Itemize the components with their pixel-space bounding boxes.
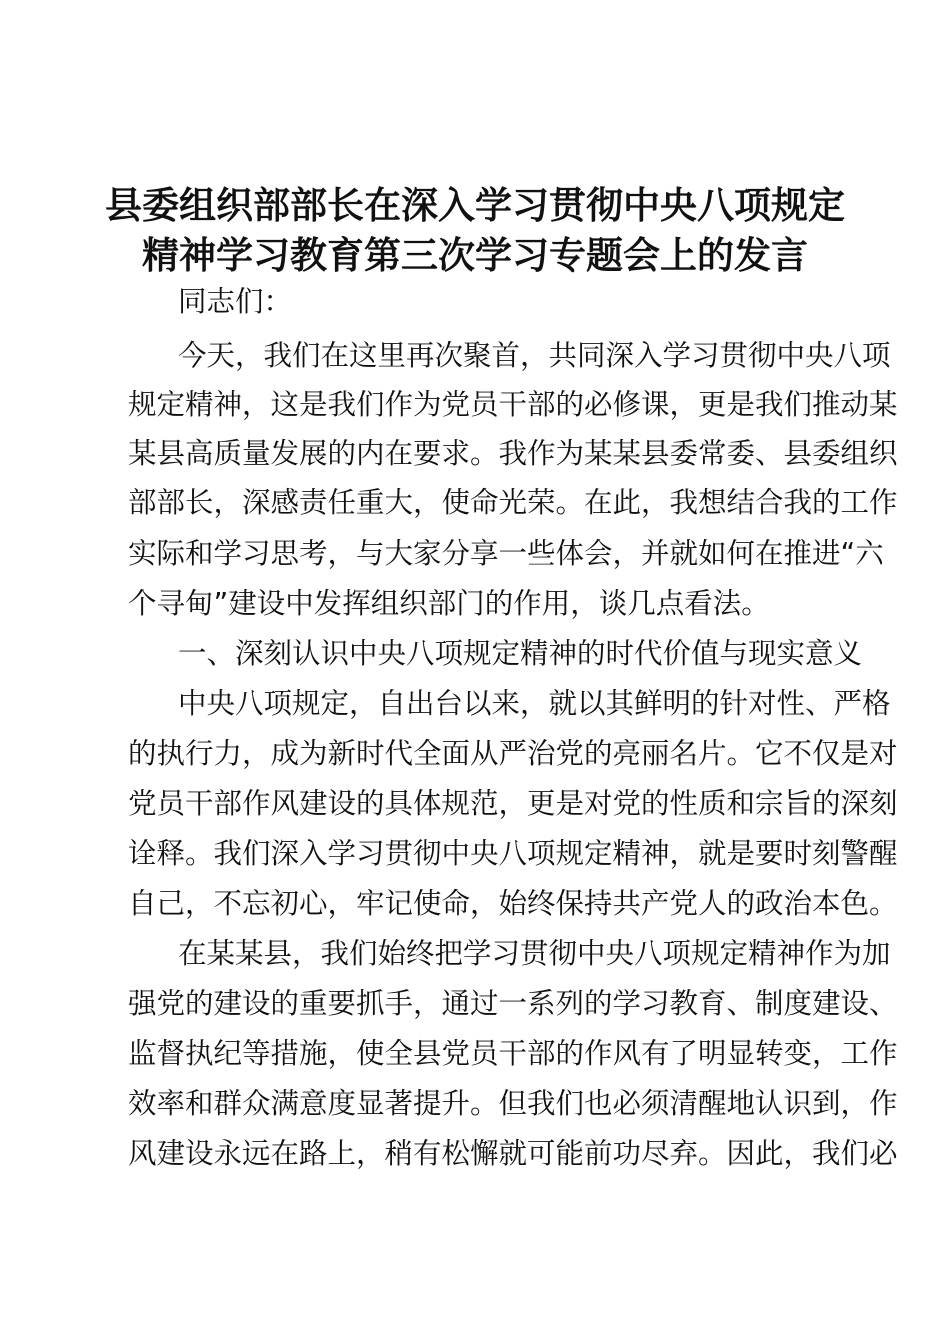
section-heading: 一、深刻认识中央八项规定精神的时代价值与现实意义 — [178, 637, 863, 670]
paragraph-line: 的执行力，成为新时代全面从严治党的亮丽名片。它不仅是对 — [128, 737, 898, 770]
paragraph-line: 部部长，深感责任重大，使命光荣。在此，我想结合我的工作 — [128, 486, 898, 519]
paragraph-line: 效率和群众满意度显著提升。但我们也必须清醒地认识到，作 — [128, 1087, 898, 1120]
paragraph-line: 风建设永远在路上，稍有松懈就可能前功尽弃。因此，我们必 — [128, 1137, 898, 1170]
paragraph-line: 党员干部作风建设的具体规范，更是对党的性质和宗旨的深刻 — [128, 787, 898, 820]
paragraph-line: 某县高质量发展的内在要求。我作为某某县委常委、县委组织 — [128, 437, 898, 470]
paragraph-line: 诠释。我们深入学习贯彻中央八项规定精神，就是要时刻警醒 — [128, 837, 898, 870]
paragraph-line: 中央八项规定，自出台以来，就以其鲜明的针对性、严格 — [178, 687, 891, 720]
paragraph-line: 监督执纪等措施，使全县党员干部的作风有了明显转变，工作 — [128, 1037, 898, 1070]
paragraph-line: 在某某县，我们始终把学习贯彻中央八项规定精神作为加 — [178, 937, 891, 970]
document-title-line-1: 县委组织部部长在深入学习贯彻中央八项规定 — [105, 184, 845, 227]
paragraph-line: 实际和学习思考，与大家分享一些体会，并就如何在推进“六 — [128, 537, 884, 570]
paragraph-line: 自己，不忘初心，牢记使命，始终保持共产党人的政治本色。 — [128, 887, 898, 920]
paragraph-line: 个寻甸”建设中发挥组织部门的作用，谈几点看法。 — [128, 587, 770, 620]
paragraph-line: 强党的建设的重要抓手，通过一系列的学习教育、制度建设、 — [128, 987, 898, 1020]
paragraph-line: 今天，我们在这里再次聚首，共同深入学习贯彻中央八项 — [178, 339, 891, 372]
salutation: 同志们： — [178, 285, 293, 318]
document-title-line-2: 精神学习教育第三次学习专题会上的发言 — [142, 234, 808, 277]
paragraph-line: 规定精神，这是我们作为党员干部的必修课，更是我们推动某 — [128, 388, 898, 421]
